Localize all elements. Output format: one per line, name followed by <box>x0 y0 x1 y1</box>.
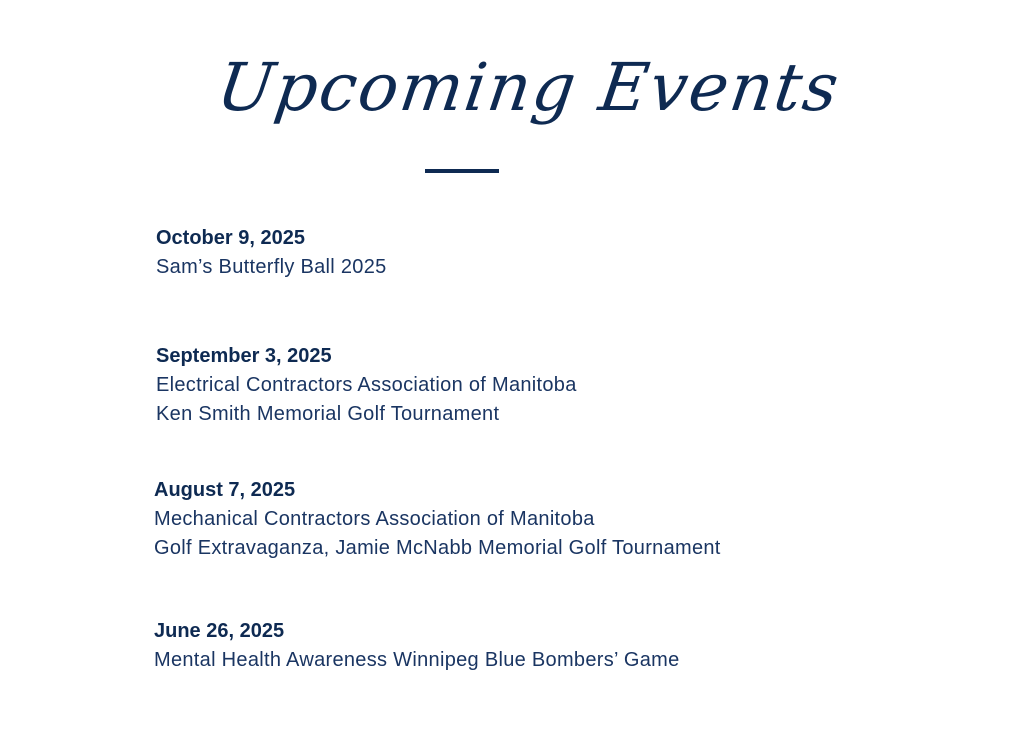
event-organizer: Mechanical Contractors Association of Manitoba <box>154 508 595 530</box>
event-organizer: Electrical Contractors Association of Manitoba <box>156 374 577 396</box>
event-title: Mental Health Awareness Winnipeg Blue Bombers’ Game <box>154 649 680 671</box>
event-item <box>154 476 721 563</box>
event-item <box>154 617 680 675</box>
event-title: Ken Smith Memorial Golf Tournament <box>156 403 500 425</box>
event-date: September 3, 2025 <box>156 345 332 367</box>
event-title: Golf Extravaganza, Jamie McNabb Memorial Golf Tournament <box>154 537 721 559</box>
event-item <box>156 342 577 429</box>
page-title: Upcoming Events <box>212 49 845 126</box>
event-date: August 7, 2025 <box>154 479 296 501</box>
event-title: Sam’s Butterfly Ball 2025 <box>156 256 387 278</box>
event-date: October 9, 2025 <box>156 227 305 249</box>
title-divider <box>425 169 499 173</box>
event-item <box>156 224 387 282</box>
event-date: June 26, 2025 <box>154 620 285 642</box>
